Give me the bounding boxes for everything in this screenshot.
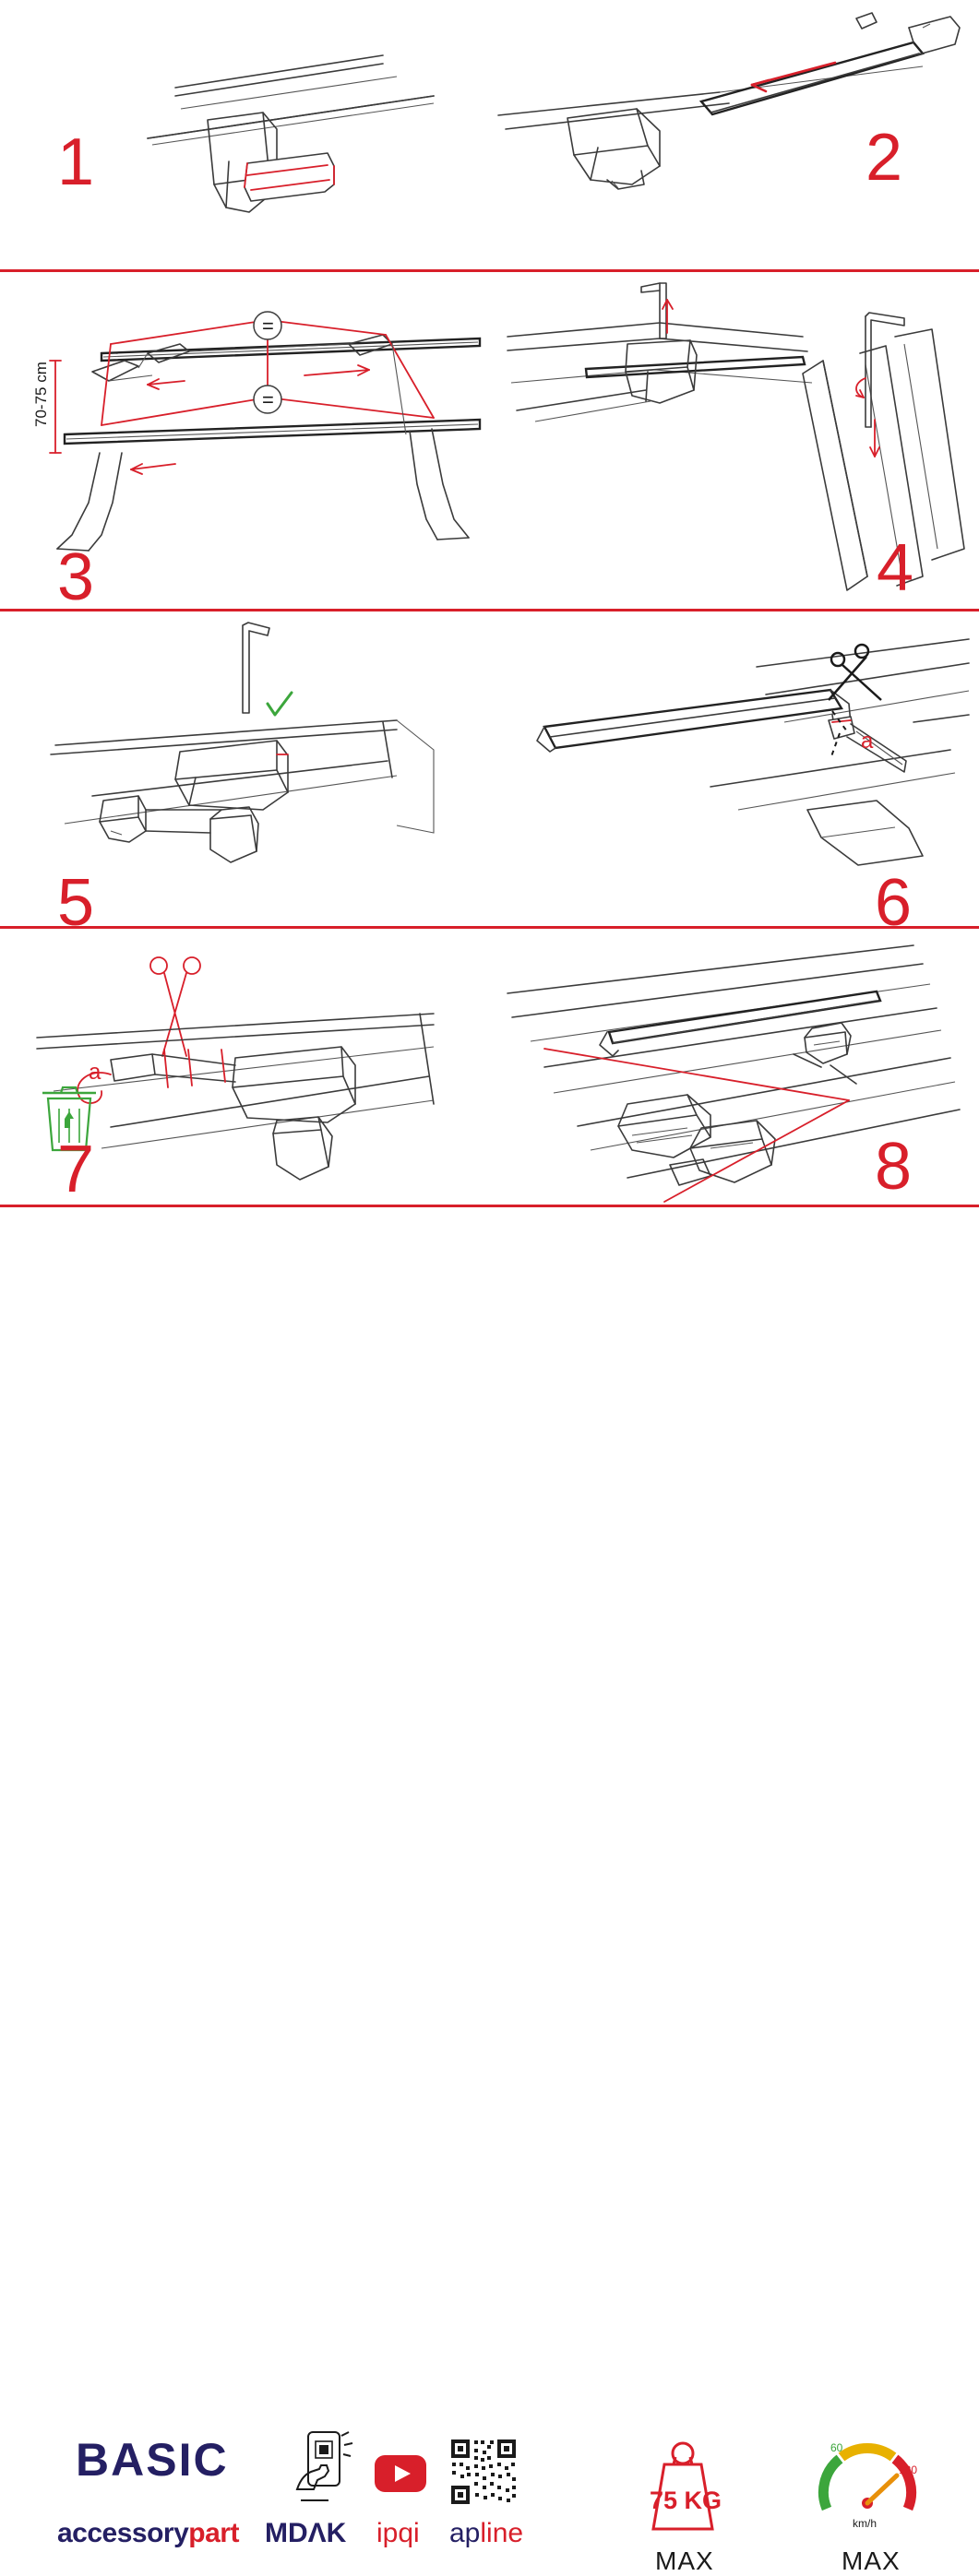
qr-code-icon[interactable] — [449, 2438, 518, 2506]
max-speed-icon — [812, 2431, 923, 2538]
brand-accessorypart-part2: part — [188, 2518, 239, 2548]
step-4-panel — [498, 272, 979, 609]
distance-label: 70-75 cm — [32, 362, 50, 427]
max-weight-value: 75 KG — [650, 2487, 722, 2514]
brand-apline — [449, 2518, 523, 2549]
step-number-8: 8 — [875, 1130, 913, 1204]
speed-unit: km/h — [853, 2517, 878, 2530]
step-number-4: 4 — [877, 531, 914, 605]
step-number-1: 1 — [57, 125, 95, 199]
max-weight-icon — [627, 2429, 738, 2540]
speed-tick-low: 60 — [830, 2441, 843, 2454]
brand-accessorypart-part1: accessory — [57, 2518, 189, 2548]
max-speed-label: MAX — [842, 2546, 901, 2575]
equal-badge-top: = — [262, 315, 274, 338]
step-number-5: 5 — [57, 866, 95, 926]
label-a-step6: a — [861, 729, 874, 754]
brand-apline-part1: ap — [449, 2518, 481, 2548]
step-2-panel — [489, 0, 979, 269]
step-1-panel — [0, 0, 489, 269]
scissors-icon — [829, 645, 881, 700]
brand-accessorypart — [57, 2518, 239, 2549]
step-2-illustration — [489, 0, 979, 269]
brand-apline-part2: line — [480, 2518, 524, 2548]
check-mark-icon — [268, 693, 292, 715]
equal-badge-bottom: = — [262, 388, 274, 411]
step-6-panel — [489, 611, 979, 926]
step-8-panel — [489, 929, 979, 1205]
label-a-step7: a — [89, 1060, 101, 1085]
step-number-6: 6 — [875, 866, 913, 926]
phone-qr-scan-icon[interactable] — [288, 2428, 358, 2506]
brand-basic: BASIC — [76, 2434, 229, 2486]
footer-brand-strip — [0, 1205, 979, 2575]
brand-ipqi: ipqi — [376, 2518, 420, 2548]
speed-tick-high: 120 — [899, 2463, 918, 2476]
step-5-panel — [0, 611, 489, 926]
max-weight-label: MAX — [655, 2546, 714, 2575]
step-number-3: 3 — [57, 540, 95, 609]
brand-mdak: MDΛK — [265, 2518, 347, 2548]
step-number-7: 7 — [57, 1133, 95, 1205]
step-number-2: 2 — [866, 121, 903, 195]
youtube-icon[interactable] — [374, 2454, 427, 2493]
step-7-panel — [0, 929, 489, 1205]
step-3-panel — [0, 272, 498, 609]
